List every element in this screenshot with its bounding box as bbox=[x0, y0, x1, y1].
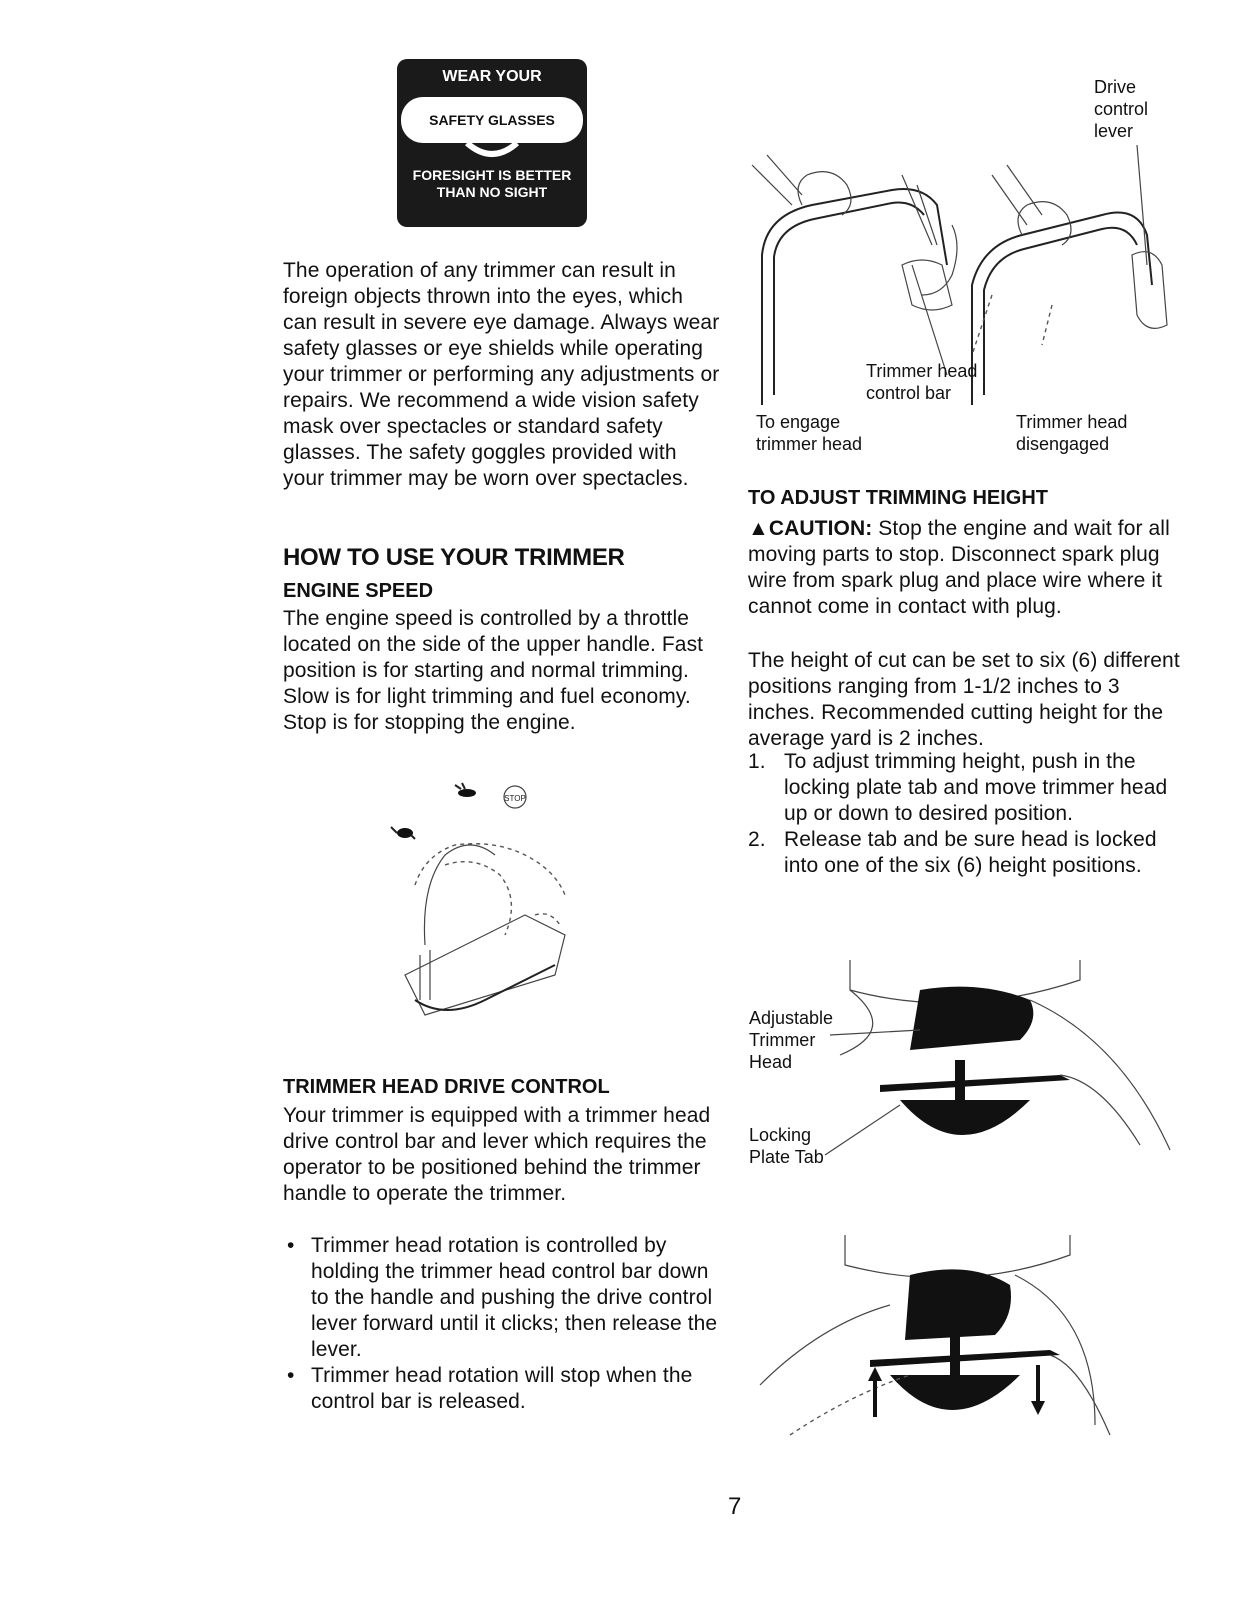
badge-line-3: FORESIGHT IS BETTER bbox=[412, 167, 572, 183]
badge-line-1: WEAR YOUR bbox=[442, 68, 542, 85]
badge-line-4: THAN NO SIGHT bbox=[436, 184, 548, 200]
engine-speed-text: The engine speed is controlled by a throttle located on the side of the upper handle. Fast position is for starting and normal trimming. Slow is for light trimming and fuel economy. Stop is for stopping the engine. bbox=[283, 607, 704, 734]
label-line: Adjustable bbox=[749, 1008, 834, 1028]
caution-paragraph bbox=[748, 516, 1173, 620]
how-to-use-heading: HOW TO USE YOUR TRIMMER bbox=[283, 544, 625, 571]
step-text: To adjust trimming height, push in the locking plate tab and move trimmer head up or down to desired position. bbox=[784, 750, 1168, 825]
trimmer-head-illustration-bottom bbox=[750, 1235, 1090, 1435]
drive-control-bullets bbox=[283, 1233, 723, 1415]
locking-tab-label bbox=[749, 1124, 824, 1168]
list-item bbox=[748, 749, 1178, 827]
trimmer-head-illustration-top bbox=[840, 960, 1180, 1160]
adjustable-head-label bbox=[749, 1007, 833, 1073]
engine-throttle-illustration bbox=[385, 775, 605, 1035]
height-text: The height of cut can be set to six (6) different positions ranging from 1-1/2 inches to 3 inches. Recommended cutting height for the average yard is 2 inches. bbox=[748, 649, 1180, 750]
label-line: trimmer head bbox=[756, 434, 863, 454]
badge-line-2: SAFETY GLASSES bbox=[401, 97, 583, 143]
turtle-slow-icon bbox=[391, 827, 415, 839]
adjust-steps bbox=[748, 749, 1178, 879]
label-line: Locking bbox=[749, 1125, 812, 1145]
badge-line-3-4 bbox=[397, 167, 587, 201]
stop-icon bbox=[504, 786, 526, 808]
caution-label: CAUTION: bbox=[768, 517, 873, 540]
arrow-up-icon bbox=[868, 1367, 882, 1417]
drive-control-heading: TRIMMER HEAD DRIVE CONTROL bbox=[283, 1076, 610, 1098]
label-line: Trimmer head bbox=[866, 361, 978, 381]
list-item: • Trimmer head rotation is controlled by holding the trimmer head control bar down to the handle and pushing the drive control lever forward until it clicks; then release the lever. bbox=[283, 1233, 723, 1363]
arrow-down-icon bbox=[1031, 1365, 1045, 1415]
rabbit-fast-icon bbox=[455, 783, 476, 797]
step-number: 1. bbox=[748, 750, 766, 773]
page-number: 7 bbox=[728, 1493, 742, 1520]
disengaged-label bbox=[1016, 411, 1127, 455]
label-line: To engage bbox=[756, 412, 841, 432]
caution-text: Stop the engine and wait for all moving parts to stop. Disconnect spark plug wire from spark plug and place wire where it cannot come in contact with plug. bbox=[748, 517, 1170, 618]
safety-glasses-badge bbox=[397, 59, 587, 227]
control-bar-label bbox=[866, 360, 977, 404]
label-line: control bar bbox=[866, 383, 952, 403]
label-line: Trimmer head bbox=[1016, 412, 1128, 432]
label-line: Plate Tab bbox=[749, 1147, 824, 1167]
handle-illustration bbox=[752, 145, 1182, 365]
label-line: Drive bbox=[1094, 77, 1137, 97]
engage-label bbox=[756, 411, 862, 455]
drive-control-text: Your trimmer is equipped with a trimmer head drive control bar and lever which requires the operator to be positioned behind the trimmer handle to operate the trimmer. bbox=[283, 1104, 711, 1205]
label-line: lever bbox=[1094, 121, 1134, 141]
svg-text:STOP: STOP bbox=[504, 794, 526, 803]
warning-triangle-icon: ▲ bbox=[748, 517, 769, 540]
step-text: Release tab and be sure head is locked into one of the six (6) height positions. bbox=[784, 828, 1157, 877]
list-item bbox=[748, 827, 1178, 879]
engine-speed-heading: ENGINE SPEED bbox=[283, 580, 434, 602]
label-line: Trimmer bbox=[749, 1030, 816, 1050]
step-number: 2. bbox=[748, 828, 766, 851]
drive-control-lever-label bbox=[1094, 76, 1148, 142]
label-line: control bbox=[1094, 99, 1149, 119]
label-line: disengaged bbox=[1016, 434, 1110, 454]
adjust-height-heading: TO ADJUST TRIMMING HEIGHT bbox=[748, 487, 1048, 509]
safety-paragraph: The operation of any trimmer can result in foreign objects thrown into the eyes, which can result in severe eye damage. Always wear safety glasses or eye shields while operating your trimmer or performing any adjustments or repairs. We recommend a wide vision safety mask over spectacles or standard safety glasses. The safety goggles provided with your trimmer may be worn over spectacles. bbox=[283, 259, 720, 490]
list-item: • Trimmer head rotation will stop when the control bar is released. bbox=[283, 1363, 723, 1415]
label-line: Head bbox=[749, 1052, 793, 1072]
